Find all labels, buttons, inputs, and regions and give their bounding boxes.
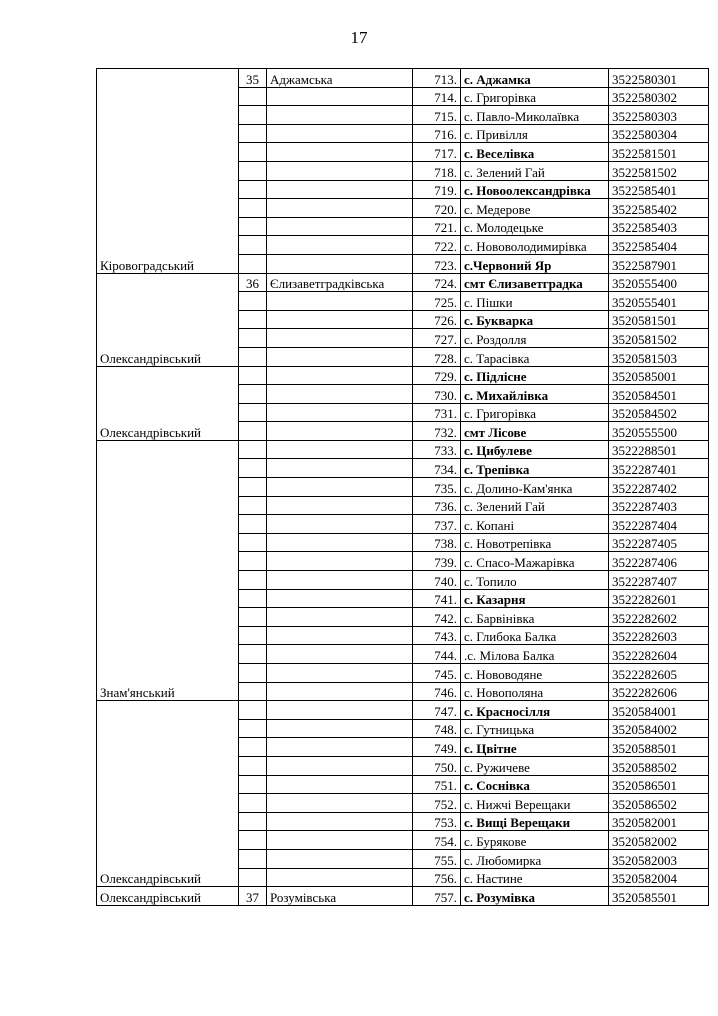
community-cell: Розумівська [267, 887, 413, 906]
koatuu-code-cell: 3522580303 [609, 106, 709, 125]
community-cell [267, 775, 413, 794]
community-number-cell [239, 143, 267, 162]
community-cell [267, 385, 413, 404]
community-number-cell [239, 664, 267, 683]
community-number-cell [239, 533, 267, 552]
koatuu-code-cell: 3520584501 [609, 385, 709, 404]
row-number-cell: 749. [413, 738, 461, 757]
community-number-cell [239, 292, 267, 311]
community-number-cell [239, 496, 267, 515]
koatuu-code-cell: 3522580302 [609, 87, 709, 106]
koatuu-code-cell: 3522580301 [609, 69, 709, 88]
community-number-cell [239, 459, 267, 478]
community-number-cell [239, 626, 267, 645]
row-number-cell: 751. [413, 775, 461, 794]
settlement-cell: с. Тарасівка [461, 347, 609, 366]
community-number-cell [239, 868, 267, 887]
community-number-cell [239, 831, 267, 850]
settlement-cell: с. Красносілля [461, 701, 609, 720]
community-number-cell [239, 478, 267, 497]
settlement-cell: с. Цибулеве [461, 440, 609, 459]
community-number-cell [239, 701, 267, 720]
settlement-cell: с. Пішки [461, 292, 609, 311]
community-number-cell [239, 310, 267, 329]
koatuu-code-cell: 3522287405 [609, 533, 709, 552]
settlement-cell: с. Бурякове [461, 831, 609, 850]
settlement-cell: с. Михайлівка [461, 385, 609, 404]
row-number-cell: 734. [413, 459, 461, 478]
community-number-cell [239, 217, 267, 236]
community-number-cell: 35 [239, 69, 267, 88]
community-cell [267, 496, 413, 515]
community-cell [267, 533, 413, 552]
community-number-cell [239, 106, 267, 125]
koatuu-code-cell: 3522585401 [609, 180, 709, 199]
table-row [97, 69, 709, 88]
community-number-cell: 37 [239, 887, 267, 906]
row-number-cell: 726. [413, 310, 461, 329]
koatuu-code-cell: 3522282604 [609, 645, 709, 664]
settlement-cell: с. Казарня [461, 589, 609, 608]
koatuu-code-cell: 3520588502 [609, 756, 709, 775]
settlement-cell: с. Настине [461, 868, 609, 887]
community-cell [267, 664, 413, 683]
row-number-cell: 736. [413, 496, 461, 515]
row-number-cell: 738. [413, 533, 461, 552]
settlement-cell: с. Спасо-Мажарівка [461, 552, 609, 571]
settlement-cell: с. Трепівка [461, 459, 609, 478]
community-cell [267, 440, 413, 459]
settlement-cell: с. Барвінівка [461, 608, 609, 627]
community-cell [267, 794, 413, 813]
community-number-cell [239, 329, 267, 348]
row-number-cell: 732. [413, 422, 461, 441]
community-number-cell [239, 199, 267, 218]
community-number-cell: 36 [239, 273, 267, 292]
settlement-cell: с. Зелений Гай [461, 496, 609, 515]
row-number-cell: 753. [413, 812, 461, 831]
settlement-cell: с. Глибока Балка [461, 626, 609, 645]
community-cell [267, 403, 413, 422]
community-number-cell [239, 347, 267, 366]
settlement-cell: с. Нововолодимирівка [461, 236, 609, 255]
row-number-cell: 754. [413, 831, 461, 850]
settlement-cell: смт Єлизаветградка [461, 273, 609, 292]
koatuu-code-cell: 3522581502 [609, 161, 709, 180]
community-cell [267, 143, 413, 162]
community-number-cell [239, 422, 267, 441]
koatuu-code-cell: 3522282601 [609, 589, 709, 608]
row-number-cell: 715. [413, 106, 461, 125]
community-number-cell [239, 403, 267, 422]
row-number-cell: 755. [413, 849, 461, 868]
row-number-cell: 748. [413, 719, 461, 738]
row-number-cell: 737. [413, 515, 461, 534]
community-cell [267, 849, 413, 868]
row-number-cell: 739. [413, 552, 461, 571]
koatuu-code-cell: 3520585001 [609, 366, 709, 385]
koatuu-code-cell: 3520582002 [609, 831, 709, 850]
community-cell [267, 106, 413, 125]
row-number-cell: 741. [413, 589, 461, 608]
row-number-cell: 720. [413, 199, 461, 218]
row-number-cell: 717. [413, 143, 461, 162]
community-cell [267, 738, 413, 757]
koatuu-code-cell: 3522580304 [609, 124, 709, 143]
row-number-cell: 747. [413, 701, 461, 720]
row-number-cell: 722. [413, 236, 461, 255]
table-row [97, 273, 709, 292]
row-number-cell: 714. [413, 87, 461, 106]
community-cell [267, 217, 413, 236]
row-number-cell: 731. [413, 403, 461, 422]
koatuu-code-cell: 3520555400 [609, 273, 709, 292]
settlement-cell: смт Лісове [461, 422, 609, 441]
koatuu-code-cell: 3520582001 [609, 812, 709, 831]
community-cell [267, 199, 413, 218]
row-number-cell: 729. [413, 366, 461, 385]
settlement-cell: с. Веселівка [461, 143, 609, 162]
page-number: 17 [350, 28, 368, 47]
koatuu-code-cell: 3522287406 [609, 552, 709, 571]
row-number-cell: 730. [413, 385, 461, 404]
row-number-cell: 725. [413, 292, 461, 311]
community-cell [267, 756, 413, 775]
community-number-cell [239, 794, 267, 813]
community-cell [267, 571, 413, 590]
koatuu-code-cell: 3522287407 [609, 571, 709, 590]
community-cell [267, 552, 413, 571]
district-cell: Кіровоградський [97, 69, 239, 274]
settlement-cell: с. Привілля [461, 124, 609, 143]
community-cell [267, 515, 413, 534]
settlement-cell: .с. Мілова Балка [461, 645, 609, 664]
community-cell [267, 254, 413, 273]
row-number-cell: 727. [413, 329, 461, 348]
table-row [97, 701, 709, 720]
community-cell [267, 719, 413, 738]
community-number-cell [239, 756, 267, 775]
koatuu-code-cell: 3520586502 [609, 794, 709, 813]
koatuu-code-cell: 3520588501 [609, 738, 709, 757]
koatuu-code-cell: 3522287404 [609, 515, 709, 534]
koatuu-code-cell: 3522287401 [609, 459, 709, 478]
row-number-cell: 750. [413, 756, 461, 775]
row-number-cell: 752. [413, 794, 461, 813]
row-number-cell: 724. [413, 273, 461, 292]
row-number-cell: 740. [413, 571, 461, 590]
koatuu-code-cell: 3522581501 [609, 143, 709, 162]
community-cell [267, 589, 413, 608]
community-number-cell [239, 589, 267, 608]
settlement-cell: с. Новоолександрівка [461, 180, 609, 199]
settlement-cell: с. Букварка [461, 310, 609, 329]
district-cell: Олександрівський [97, 273, 239, 366]
table-row [97, 440, 709, 459]
community-number-cell [239, 608, 267, 627]
settlement-cell: с. Топило [461, 571, 609, 590]
koatuu-code-cell: 3520581501 [609, 310, 709, 329]
community-number-cell [239, 180, 267, 199]
community-number-cell [239, 552, 267, 571]
district-cell: Олександрівський [97, 701, 239, 887]
community-cell [267, 329, 413, 348]
koatuu-code-cell: 3520582003 [609, 849, 709, 868]
settlement-cell: с. Молодецьке [461, 217, 609, 236]
settlement-cell: с. Цвітне [461, 738, 609, 757]
community-cell [267, 180, 413, 199]
settlement-cell: с. Соснівка [461, 775, 609, 794]
community-cell [267, 87, 413, 106]
koatuu-code-cell: 3520555401 [609, 292, 709, 311]
community-cell [267, 459, 413, 478]
row-number-cell: 742. [413, 608, 461, 627]
community-cell [267, 347, 413, 366]
settlement-cell: с. Любомирка [461, 849, 609, 868]
community-cell [267, 701, 413, 720]
community-number-cell [239, 775, 267, 794]
koatuu-code-cell: 3520584502 [609, 403, 709, 422]
settlement-cell: с. Григорівка [461, 87, 609, 106]
community-cell [267, 812, 413, 831]
koatuu-code-cell: 3522287403 [609, 496, 709, 515]
district-cell: Знам'янський [97, 440, 239, 700]
community-cell [267, 161, 413, 180]
community-number-cell [239, 719, 267, 738]
koatuu-code-cell: 3520582004 [609, 868, 709, 887]
settlement-cell: с. Вищі Верещаки [461, 812, 609, 831]
table-body [97, 69, 709, 906]
row-number-cell: 745. [413, 664, 461, 683]
koatuu-code-cell: 3522585403 [609, 217, 709, 236]
koatuu-code-cell: 3522288501 [609, 440, 709, 459]
community-number-cell [239, 849, 267, 868]
row-number-cell: 718. [413, 161, 461, 180]
community-cell [267, 292, 413, 311]
community-cell [267, 478, 413, 497]
koatuu-code-cell: 3522587901 [609, 254, 709, 273]
settlement-cell: с. Долино-Кам'янка [461, 478, 609, 497]
row-number-cell: 719. [413, 180, 461, 199]
settlement-cell: с. Нижчі Верещаки [461, 794, 609, 813]
settlement-cell: с. Роздолля [461, 329, 609, 348]
community-number-cell [239, 571, 267, 590]
community-cell [267, 310, 413, 329]
row-number-cell: 756. [413, 868, 461, 887]
district-cell: Олександрівський [97, 887, 239, 906]
community-cell [267, 366, 413, 385]
community-cell [267, 831, 413, 850]
row-number-cell: 744. [413, 645, 461, 664]
table-row [97, 366, 709, 385]
community-cell [267, 608, 413, 627]
settlement-cell: с. Нововодяне [461, 664, 609, 683]
community-number-cell [239, 236, 267, 255]
settlement-cell: с. Ружичеве [461, 756, 609, 775]
koatuu-code-cell: 3522282605 [609, 664, 709, 683]
row-number-cell: 743. [413, 626, 461, 645]
koatuu-code-cell: 3520586501 [609, 775, 709, 794]
koatuu-code-cell: 3520581502 [609, 329, 709, 348]
community-cell [267, 236, 413, 255]
settlement-cell: с. Медерове [461, 199, 609, 218]
settlement-cell: с. Новополяна [461, 682, 609, 701]
settlement-cell: с. Зелений Гай [461, 161, 609, 180]
koatuu-code-cell: 3520581503 [609, 347, 709, 366]
community-number-cell [239, 87, 267, 106]
koatuu-code-cell: 3522282603 [609, 626, 709, 645]
settlements-table [96, 68, 709, 906]
koatuu-code-cell: 3522585402 [609, 199, 709, 218]
community-number-cell [239, 682, 267, 701]
community-cell: Єлизаветградківська [267, 273, 413, 292]
community-cell [267, 868, 413, 887]
koatuu-code-cell: 3522282606 [609, 682, 709, 701]
row-number-cell: 735. [413, 478, 461, 497]
community-number-cell [239, 366, 267, 385]
community-number-cell [239, 385, 267, 404]
row-number-cell: 733. [413, 440, 461, 459]
community-number-cell [239, 812, 267, 831]
community-number-cell [239, 124, 267, 143]
settlement-cell: с. Аджамка [461, 69, 609, 88]
settlement-cell: с. Григорівка [461, 403, 609, 422]
koatuu-code-cell: 3522282602 [609, 608, 709, 627]
koatuu-code-cell: 3520555500 [609, 422, 709, 441]
settlement-cell: с. Підлісне [461, 366, 609, 385]
koatuu-code-cell: 3522585404 [609, 236, 709, 255]
koatuu-code-cell: 3520584002 [609, 719, 709, 738]
settlement-cell: с.Червоний Яр [461, 254, 609, 273]
community-number-cell [239, 161, 267, 180]
community-number-cell [239, 645, 267, 664]
settlement-cell: с. Гутницька [461, 719, 609, 738]
community-number-cell [239, 738, 267, 757]
row-number-cell: 721. [413, 217, 461, 236]
community-cell [267, 626, 413, 645]
row-number-cell: 716. [413, 124, 461, 143]
table-row [97, 887, 709, 906]
koatuu-code-cell: 3522287402 [609, 478, 709, 497]
community-number-cell [239, 515, 267, 534]
row-number-cell: 757. [413, 887, 461, 906]
settlement-cell: с. Розумівка [461, 887, 609, 906]
community-cell: Аджамська [267, 69, 413, 88]
community-cell [267, 682, 413, 701]
community-number-cell [239, 254, 267, 273]
community-cell [267, 422, 413, 441]
community-cell [267, 645, 413, 664]
community-cell [267, 124, 413, 143]
settlement-cell: с. Новотрепівка [461, 533, 609, 552]
community-number-cell [239, 440, 267, 459]
row-number-cell: 723. [413, 254, 461, 273]
row-number-cell: 713. [413, 69, 461, 88]
koatuu-code-cell: 3520585501 [609, 887, 709, 906]
koatuu-code-cell: 3520584001 [609, 701, 709, 720]
district-cell: Олександрівський [97, 366, 239, 440]
settlement-cell: с. Копані [461, 515, 609, 534]
settlement-cell: с. Павло-Миколаївка [461, 106, 609, 125]
row-number-cell: 746. [413, 682, 461, 701]
row-number-cell: 728. [413, 347, 461, 366]
